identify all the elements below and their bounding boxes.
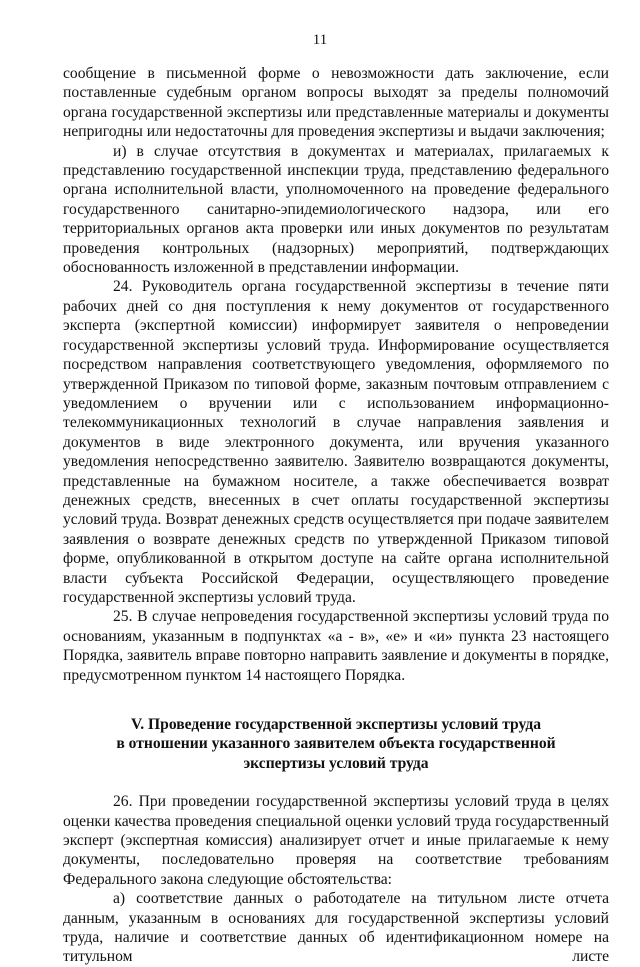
paragraph-25: 25. В случае непроведения государственной экспертизы условий труда по основаниям, указанным в подпунктах «а - в», «е» и «и» пункта 23 настоящего Порядка, заявитель вправе повторно направить заявление и документы в порядке, предусмотренном пунктом 14 настоящего Порядка. [63,608,609,684]
section-heading-line-1: V. Проведение государственной экспертизы условий труда [130,716,542,733]
paragraph-continuation: сообщение в письменной форме о невозможности дать заключение, если поставленные судебным органом вопросы выходят за пределы полномочий органа государственной экспертизы или представленные материалы и документы непригодны или недостаточны для проведения экспертизы и выдачи заключения; [63,65,609,141]
document-body [63,64,609,967]
spacer [63,773,609,792]
paragraph-item-i: и) в случае отсутствия в документах и материалах, прилагаемых к представлению государственной инспекции труда, представлению федерального органа исполнительной власти, уполномоченного на проведение федерального государственного санитарно-эпидемиологического надзора, или его территориальных органов акта проверки или иных документов по результатам проведения контрольных (надзорных) мероприятий, подтверждающих обоснованность изложенной в представлении информации. [63,142,609,277]
paragraph-26: 26. При проведении государственной экспертизы условий труда в целях оценки качества проведения специальной оценки условий труда государственный эксперт (экспертная комиссия) анализирует отчет и иные прилагаемые к нему документы, последовательно проверяя на соответствие требованиям Федерального закона следующие обстоятельства: [63,793,609,888]
page-number: 11 [312,32,328,48]
section-heading-line-2: в отношении указанного заявителем объекта государственной [116,735,556,753]
paragraph-24: 24. Руководитель органа государственной экспертизы в течение пяти рабочих дней со дня поступления к нему документов от государственного эксперта (экспертной комиссии) информирует заявителя о непроведении государственной экспертизы условий труда. Информирование осуществляется посредством направления соответствующего уведомления, оформляемого по утвержденной Приказом по типовой форме, заказным почтовым отправлением с уведомлением о вручении или с использованием информационно-телекоммуникационных технологий в случае направления заявления и документов в виде электронного документа, или вручения указанного уведомления непосредственно заявителю. Заявителю возвращаются документы, представленные на бумажном носителе, а также обеспечивается возврат денежных средств, внесенных в счет оплаты государственной экспертизы условий труда. Возврат денежных средств осуществляется при подаче заявителем заявления о возврате денежных средств по утвержденной Приказом типовой форме, опубликованной в открытом доступе на сайте органа исполнительной власти субъекта Российской Федерации, осуществляющего проведение государственной экспертизы условий труда. [63,278,609,606]
spacer [63,685,609,715]
section-heading-line-3: экспертизы условий труда [243,754,429,772]
paragraph-item-a: а) соответствие данных о работодателе на титульном листе отчета данным, указанным в основаниях для государственной экспертизы условий труда, наличие и соответствие данных об идентификационном номере на титульном листе [63,890,609,966]
